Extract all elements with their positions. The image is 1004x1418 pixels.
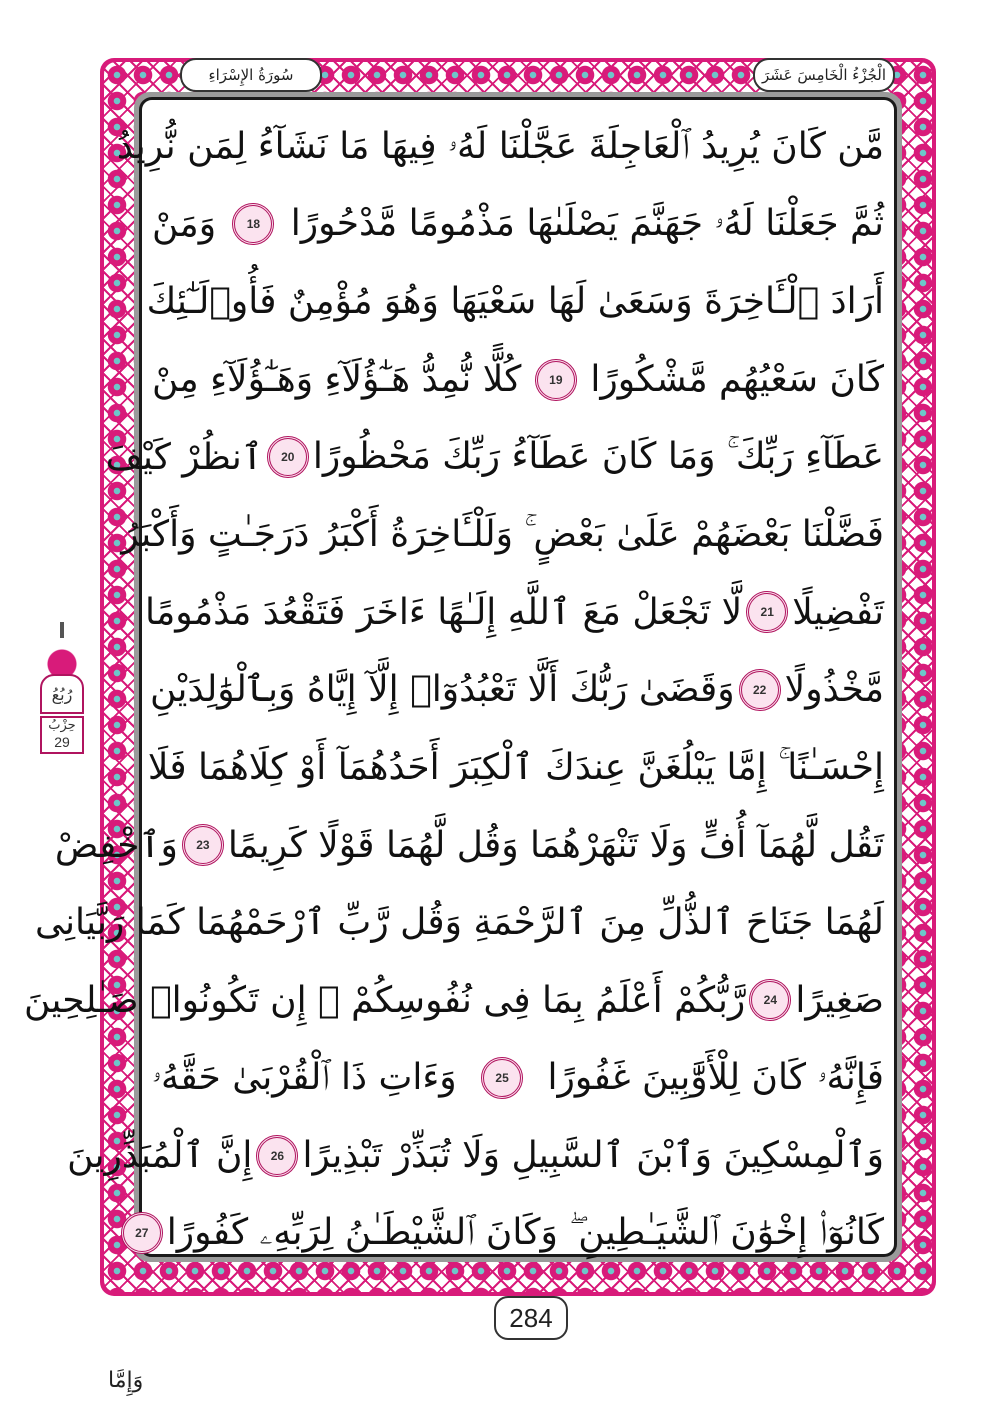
text-line-6 — [121, 496, 884, 574]
ayah-number-marker: 20 — [267, 436, 309, 478]
verse-text: وَءَاتِ ذَا ٱلْقُرْبَىٰ حَقَّهُۥ — [152, 1056, 457, 1098]
hizb-marker — [36, 622, 88, 762]
verse-text: رَّبُّكُمْ أَعْلَمُ بِمَا فِى نُفُوسِكُمْ ۚ إِن تَكُونُوا۟ صَـٰلِحِينَ — [24, 979, 746, 1021]
text-line-14 — [67, 1117, 884, 1195]
surah-label: سُورَةُ الإِسْرَاءِ — [180, 58, 322, 92]
text-line-9 — [147, 729, 884, 807]
verse-text: لَهُمَا جَنَاحَ ٱلذُّلِّ مِنَ ٱلرَّحْمَةِ وَقُل رَّبِّ ٱرْحَمْهُمَا كَمَا رَبَّيَانِى — [35, 902, 884, 944]
verse-text: مَّن كَانَ يُرِيدُ ٱلْعَاجِلَةَ عَجَّلْنَا لَهُۥ فِيهَا مَا نَشَآءُ لِمَن نُّرِيدُ — [116, 125, 884, 167]
verse-text: أَرَادَ ٱلْـَٔاخِرَةَ وَسَعَىٰ لَهَا سَعْيَهَا وَهُوَ مُؤْمِنٌ فَأُو۟لَـٰٓئِكَ — [146, 281, 884, 323]
ayah-number-marker: 23 — [182, 824, 224, 866]
verse-text: وَٱلْمِسْكِينَ وَٱبْنَ ٱلسَّبِيلِ وَلَا تُبَذِّرْ تَبْذِيرًا — [302, 1135, 884, 1177]
verse-text: تَقُل لَّهُمَآ أُفٍّ وَلَا تَنْهَرْهُمَا وَقُل لَّهُمَا قَوْلًا كَرِيمًا — [227, 824, 884, 866]
verse-text: مَّخْذُولًا — [784, 669, 884, 711]
ayah-number-marker: 18 — [232, 203, 274, 245]
text-line-3 — [146, 263, 884, 341]
hizb-number: 29 — [54, 734, 70, 750]
ayah-number-marker: 22 — [739, 669, 781, 711]
text-line-10 — [54, 806, 884, 884]
text-line-11 — [35, 884, 884, 962]
text-line-5 — [105, 418, 884, 496]
text-line-7 — [144, 574, 884, 652]
hizb-box — [40, 716, 84, 754]
ayah-number-marker: 27 — [121, 1212, 163, 1254]
verse-text: وَقَضَىٰ رَبُّكَ أَلَّا تَعْبُدُوٓا۟ إِلَّآ إِيَّاهُ وَبِٱلْوَٰلِدَيْنِ — [150, 669, 735, 711]
verse-text: إِنَّ ٱلْمُبَذِّرِينَ — [67, 1135, 253, 1177]
verse-text: فَضَّلْنَا بَعْضَهُمْ عَلَىٰ بَعْضٍ ۚ وَلَلْـَٔاخِرَةُ أَكْبَرُ دَرَجَـٰتٍ وَأَكْبَرُ — [121, 513, 884, 555]
text-line-4 — [152, 341, 884, 419]
text-line-1 — [116, 108, 884, 186]
ayah-number-marker: 25 — [481, 1057, 523, 1099]
verse-text: وَٱخْفِضْ — [54, 824, 178, 866]
text-line-13 — [152, 1039, 884, 1117]
verse-text: عَطَآءِ رَبِّكَ ۚ وَمَا كَانَ عَطَآءُ رَبِّكَ مَحْظُورًا — [312, 436, 884, 478]
text-line-8 — [152, 651, 884, 729]
text-line-15 — [135, 1194, 884, 1272]
verse-text: صَغِيرًا — [795, 979, 884, 1021]
juz-label: الْجُزْءُ الْخَامِسَ عَشَرَ — [753, 58, 895, 92]
verse-text: تَفْضِيلًا — [792, 591, 884, 633]
hizb-label: حِزْبُ — [48, 718, 76, 733]
catchword: وَإِمَّا — [108, 1368, 144, 1393]
rub-label: رُبُعُ — [40, 674, 84, 714]
verse-text: وَمَنْ — [152, 203, 217, 245]
page-number: 284 — [494, 1296, 568, 1340]
text-line-2 — [152, 186, 884, 264]
verse-text: كُلًّا نُّمِدُّ هَـٰٓؤُلَآءِ وَهَـٰٓؤُلَآءِ مِنْ — [152, 359, 522, 401]
ayah-number-marker: 24 — [749, 979, 791, 1021]
verse-text: لَّا تَجْعَلْ مَعَ ٱللَّهِ إِلَـٰهًا ءَاخَرَ فَتَقْعُدَ مَذْمُومًا — [144, 591, 743, 633]
verse-text: إِحْسَـٰنًا ۚ إِمَّا يَبْلُغَنَّ عِندَكَ ٱلْكِبَرَ أَحَدُهُمَآ أَوْ كِلَاهُمَا فَلَا — [147, 746, 884, 788]
verse-text: فَإِنَّهُۥ كَانَ لِلْأَوَّٰبِينَ غَفُورًا — [547, 1056, 884, 1098]
verse-text: كَانَ سَعْيُهُم مَّشْكُورًا — [590, 359, 884, 401]
ayah-number-marker: 26 — [256, 1135, 298, 1177]
ornament-icon — [44, 622, 80, 682]
ayah-number-marker: 21 — [746, 591, 788, 633]
verse-text: ثُمَّ جَعَلْنَا لَهُۥ جَهَنَّمَ يَصْلَىٰهَا مَذْمُومًا مَّدْحُورًا — [290, 203, 884, 245]
verse-text: ٱنظُرْ كَيْفَ — [105, 436, 263, 478]
verse-text: كَانُوٓا۟ إِخْوَٰنَ ٱلشَّيَـٰطِينِ ۖ وَكَانَ ٱلشَّيْطَـٰنُ لِرَبِّهِۦ كَفُورًا — [166, 1212, 884, 1254]
ayah-number-marker: 19 — [535, 359, 577, 401]
text-line-12 — [24, 962, 884, 1040]
